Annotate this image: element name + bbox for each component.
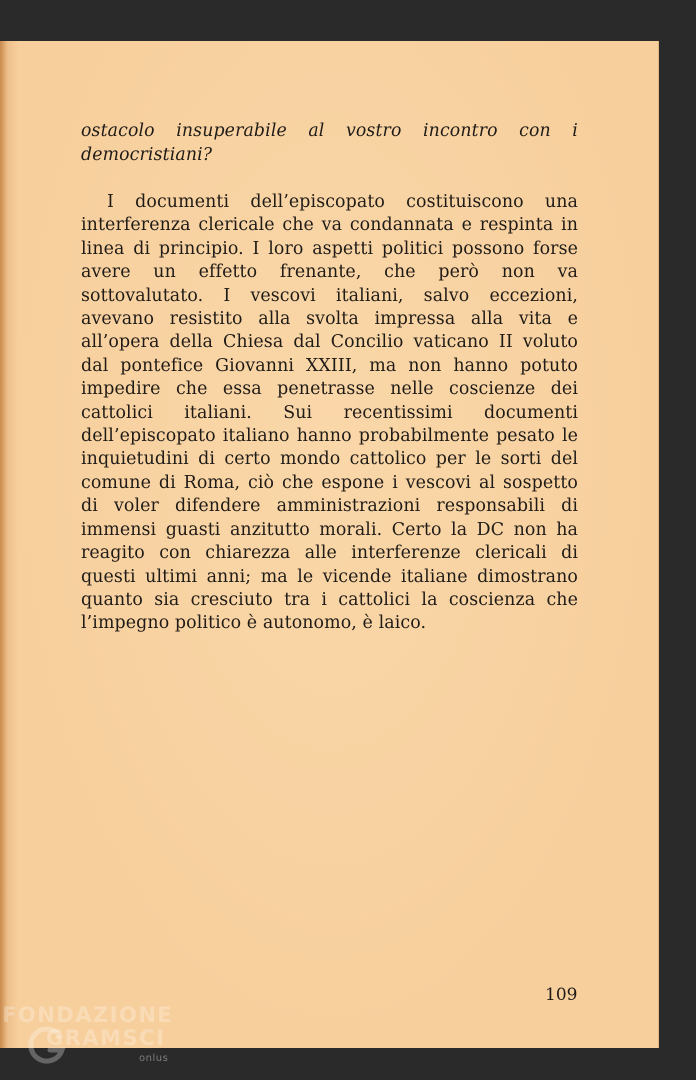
watermark bbox=[2, 1004, 173, 1050]
watermark-line2: GRAMSCI bbox=[46, 1026, 166, 1050]
watermark-suffix: onlus bbox=[139, 1053, 169, 1064]
interview-answer: I documenti dell’episcopato costituiscono una interferenza clericale che va condannata e respinta in linea di principio. I loro aspetti politici possono forse avere un effetto frenante, che però non va sottovalutato. I vescovi italiani, salvo eccezioni, avevano resistito alla svolta impressa alla vita e all’opera della Chiesa dal Concilio vaticano II voluto dal pontefice Giovanni XXIII, ma non hanno potuto impedire che essa penetrasse nelle coscienze dei cattolici italiani. Sui recentissimi documenti dell’episcopato italiano hanno probabilmente pesato le inquietudini di certo mondo cattolico per le sorti del comune di Roma, ciò che espone i vescovi al sospetto di voler difendere amministrazioni responsabili di immensi guasti anzitutto morali. Certo la DC non ha reagito con chiarezza alle interferenze clericali di questi ultimi anni; ma le vicende italiane dimostrano quanto sia cresciuto tra i cattolici la coscienza che l’impegno politico è autonomo, è laico. bbox=[81, 192, 578, 634]
page-text-block bbox=[81, 120, 578, 636]
page-spine-edge bbox=[0, 41, 8, 1048]
interview-question: ostacolo insuperabile al vostro incontro con i democristiani? bbox=[81, 121, 578, 165]
watermark-line1: FONDAZIONE bbox=[2, 1003, 174, 1027]
page-number: 109 bbox=[545, 985, 578, 1005]
